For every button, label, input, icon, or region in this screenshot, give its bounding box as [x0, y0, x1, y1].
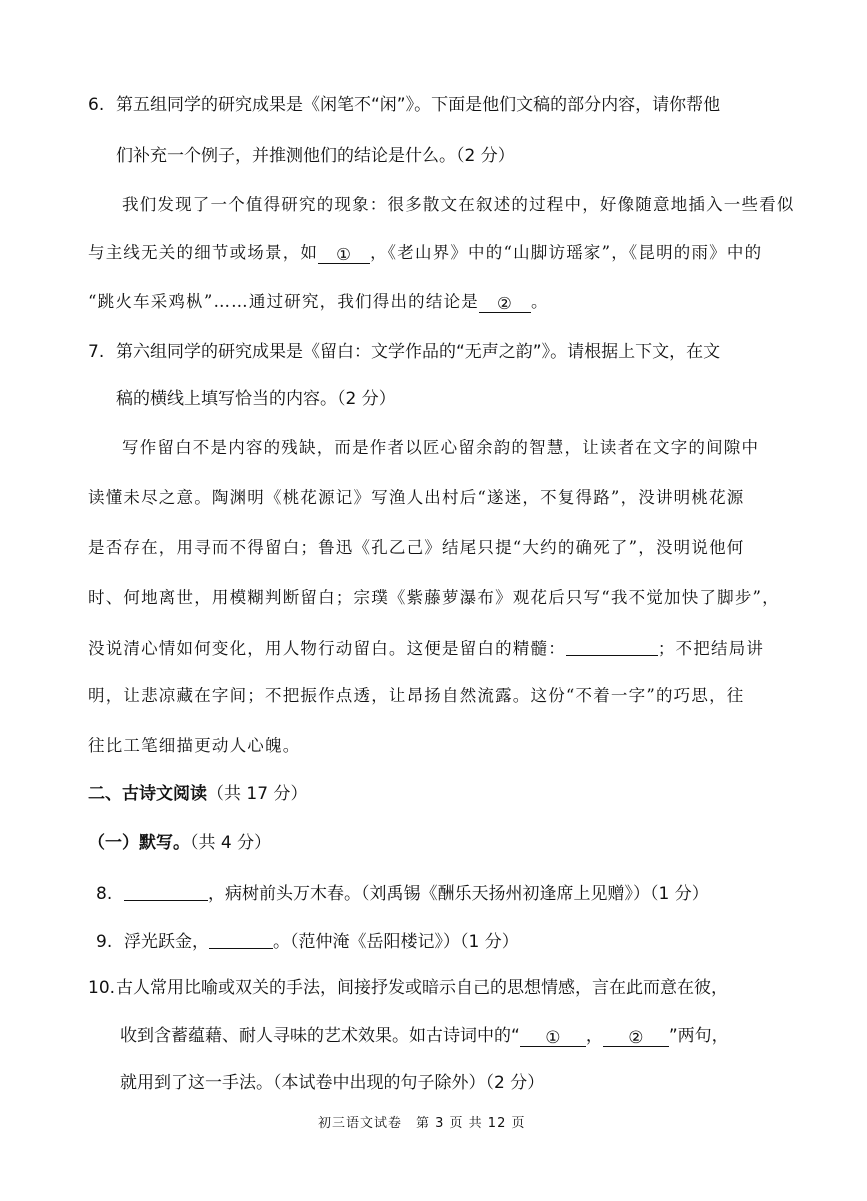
answer-blank-2[interactable]: ②: [603, 1026, 669, 1047]
page-footer: [318, 1112, 525, 1136]
passage-text: 写作留白不是内容的残缺，而是作者以匠心留余韵的智慧，让读者在文字的间隙中: [122, 438, 760, 457]
question-7-line-2: [116, 387, 396, 411]
question-6-line-1: [88, 93, 720, 117]
passage-text: ，《老山界》中的“山脚访瑶家”，《昆明的雨》中的: [370, 243, 763, 262]
passage-text: 明，让悲凉藏在字间；不把振作点透，让昂扬自然流露。这份“不着一字”的巧思，往: [88, 686, 745, 705]
question-10-line-3: [120, 1071, 544, 1095]
q7-passage-line-5: [88, 635, 764, 661]
passage-text: 我们发现了一个值得研究的现象：很多散文在叙述的过程中，好像随意地插入一些看似: [122, 195, 795, 214]
answer-blank-1[interactable]: ①: [520, 1026, 586, 1047]
question-number: 6.: [88, 95, 105, 115]
passage-text: “跳火车采鸡枞”……通过研究，我们得出的结论是: [88, 292, 479, 311]
question-text: 第六组同学的研究成果是《留白：文学作品的“无声之韵”》。请根据上下文，在文: [116, 342, 721, 362]
question-number: 9.: [96, 932, 113, 952]
passage-text: 读懂未尽之意。陶渊明《桃花源记》写渔人出村后“遂迷，不复得路”，没讲明桃花源: [88, 488, 745, 507]
passage-text: ；不把结局讲: [657, 639, 765, 658]
footer-text: 初三语文试卷 第 3 页 共 12 页: [318, 1116, 526, 1131]
question-text: 。（范仲淹《岳阳楼记》）（1 分）: [273, 932, 519, 952]
question-text: 古人常用比喻或双关的手法，间接抒发或暗示自己的思想情感，言在此而意在彼，: [116, 978, 728, 998]
q7-passage-line-4: [88, 586, 780, 610]
question-text: 们补充一个例子，并推测他们的结论是什么。（2 分）: [116, 146, 515, 166]
question-10-line-1: [88, 976, 728, 1000]
answer-blank-1[interactable]: ①: [318, 243, 370, 264]
q6-passage-line-2: [88, 241, 762, 265]
subsection-title: （一）默写。: [88, 833, 190, 853]
section-heading: [88, 782, 307, 806]
question-text: 收到含蓄蕴藉、耐人寻味的艺术效果。如古诗词中的“: [120, 1026, 520, 1046]
question-text: 第五组同学的研究成果是《闲笔不“闲”》。下面是他们文稿的部分内容，请你帮他: [116, 95, 721, 115]
passage-text: 时、何地离世，用模糊判断留白；宗璞《紫藤萝瀑布》观花后只写“我不觉加快了脚步”，: [88, 588, 780, 607]
question-6-line-2: [116, 144, 515, 168]
question-7-line-1: [88, 340, 720, 364]
answer-blank-2[interactable]: ②: [479, 292, 531, 313]
question-text: 就用到了这一手法。（本试卷中出现的句子除外）（2 分）: [120, 1073, 545, 1093]
passage-text: 往比工笔细描更动人心魄。: [88, 736, 301, 755]
passage-text: 。: [530, 292, 549, 311]
passage-text: 是否存在，用寻而不得留白；鲁迅《孔乙己》结尾只提“大约的确死了”，没明说他何: [88, 538, 745, 557]
q7-passage-line-2: [88, 486, 744, 510]
question-10-line-2: [120, 1024, 729, 1048]
q7-passage-line-1: [122, 436, 759, 460]
passage-text: 与主线无关的细节或场景，如: [88, 243, 319, 262]
question-text: ”两句，: [668, 1026, 729, 1046]
question-number: 8.: [96, 884, 113, 904]
question-number: 7.: [88, 342, 105, 362]
question-text: ，: [585, 1026, 603, 1046]
q7-passage-line-6: [88, 684, 744, 708]
question-text: 浮光跃金，: [124, 932, 209, 952]
section-title: 二、古诗文阅读: [88, 784, 207, 804]
answer-blank[interactable]: [209, 928, 273, 949]
answer-blank[interactable]: [124, 880, 208, 901]
answer-blank[interactable]: [566, 635, 658, 656]
q7-passage-line-7: [88, 734, 300, 758]
section-score: （共 17 分）: [207, 784, 308, 804]
q6-passage-line-1: [122, 193, 795, 217]
question-9: [96, 928, 519, 954]
question-number: 10.: [88, 978, 116, 998]
question-text: 稿的横线上填写恰当的内容。（2 分）: [116, 389, 396, 409]
question-8: [96, 880, 709, 906]
subsection-score: （共 4 分）: [190, 833, 272, 853]
question-text: ，病树前头万木春。（刘禹锡《酬乐天扬州初逢席上见赠》）（1 分）: [208, 884, 709, 904]
q7-passage-line-3: [88, 536, 744, 560]
passage-text: 没说清心情如何变化，用人物行动留白。这便是留白的精髓：: [88, 639, 566, 658]
subsection-heading: [88, 831, 271, 855]
q6-passage-line-3: [88, 290, 549, 314]
